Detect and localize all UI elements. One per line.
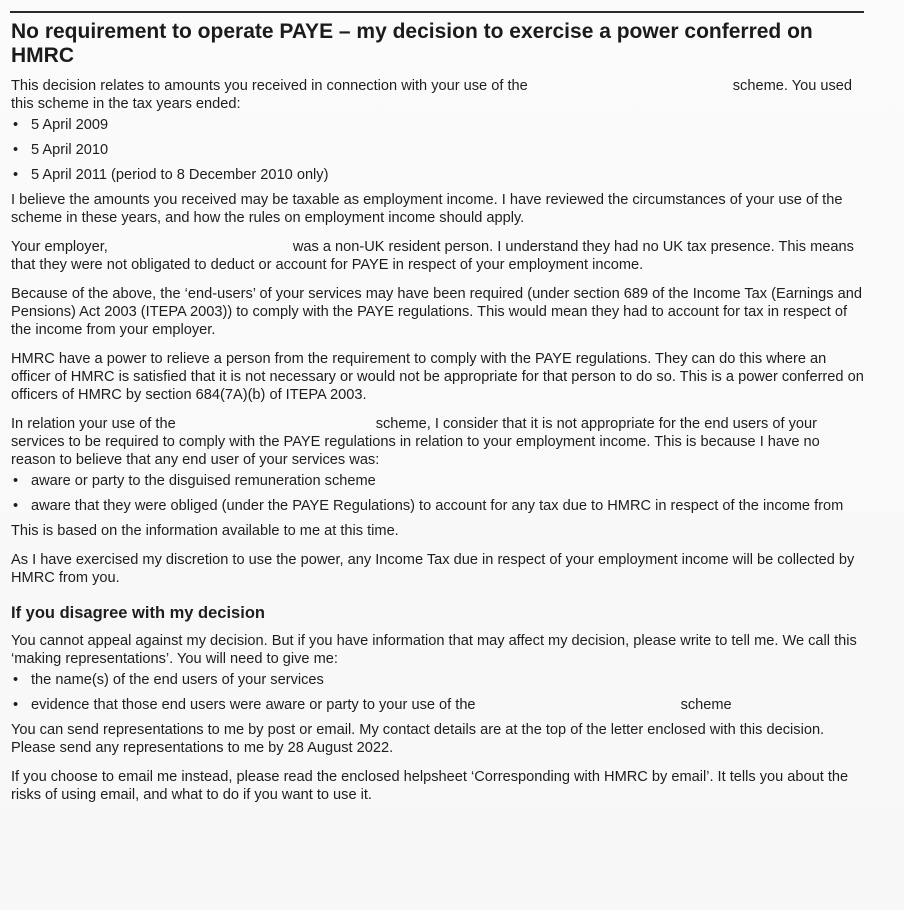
give-me-list (11, 671, 866, 714)
page-title: No requirement to operate PAYE – my decision to exercise a power conferred on HMRC (11, 20, 813, 67)
employer-paragraph (11, 238, 866, 274)
list-item (11, 141, 866, 159)
relation-text-part1: In relation your use of the (11, 416, 176, 432)
bullet-icon: • (13, 672, 19, 688)
bullet-icon: • (13, 142, 19, 158)
tax-year-3: 5 April 2011 (period to 8 December 2010 only) (31, 167, 329, 183)
bullet-icon: • (13, 473, 19, 489)
intro-text-part2: scheme. You used this scheme in the tax years ended: (11, 78, 853, 112)
appeal-paragraph: You cannot appeal against my decision. But if you have information that may affect my decision, please write to tell me. We call this ‘making representations’. You will need to give me: (11, 633, 857, 667)
give-me-item-2-part1: evidence that those end users were aware or party to your use of the (31, 697, 476, 713)
reasons-list (11, 472, 866, 515)
give-me-item-2-part2: scheme (680, 697, 732, 713)
tax-years-list (11, 116, 866, 184)
believe-paragraph: I believe the amounts you received may be taxable as employment income. I have reviewed the circumstances of your use of the scheme in these years, and how the rules on employment income should apply. (11, 192, 843, 226)
bullet-icon: • (13, 167, 19, 183)
bullet-icon: • (13, 697, 19, 713)
disagree-heading: If you disagree with my decision (11, 604, 265, 622)
list-item (11, 116, 866, 134)
email-paragraph: If you choose to email me instead, please read the enclosed helpsheet ‘Corresponding with HMRC by email’. It tells you about the risks of using email, and what to do if you want to use it. (11, 769, 849, 803)
employer-text-part2: was a non-UK resident person. I understand they had no UK tax presence. This means that they were not obligated to deduct or account for PAYE in respect of your employment income. (11, 239, 854, 273)
send-paragraph: You can send representations to me by post or email. My contact details are at the top of the letter enclosed with this decision. Please send any representations to me by 28 August 2022. (11, 722, 825, 756)
list-item (11, 671, 866, 689)
list-item (11, 696, 866, 714)
intro-paragraph (11, 77, 866, 113)
give-me-item-1: the name(s) of the end users of your services (31, 672, 324, 688)
exercised-paragraph: As I have exercised my discretion to use the power, any Income Tax due in respect of your employment income will be collected by HMRC from you. (11, 552, 855, 586)
power-paragraph: HMRC have a power to relieve a person from the requirement to comply with the PAYE regulations. They can do this where an officer of HMRC is satisfied that it is not necessary or would not be appropriate for that person to do so. This is a power conferred on officers of HMRC by section 684(7A)(b) of ITEPA 2003. (11, 351, 864, 403)
list-item (11, 166, 866, 184)
tax-year-2: 5 April 2010 (31, 142, 109, 158)
relation-paragraph (11, 415, 866, 469)
relation-text-part2: scheme, I consider that it is not appropriate for the end users of your services to be required to comply with the PAYE regulations in relation to your employment income. This is because I have no reason to believe that any end user of your services was: (11, 416, 820, 468)
tax-year-1: 5 April 2009 (31, 117, 109, 133)
bullet-icon: • (13, 117, 19, 133)
based-paragraph: This is based on the information available to me at this time. (11, 523, 399, 539)
reason-1: aware or party to the disguised remuneration scheme (31, 473, 376, 489)
reason-2: aware that they were obliged (under the PAYE Regulations) to account for any tax due to HMRC in respect of the income from (31, 498, 844, 514)
bullet-icon: • (13, 498, 19, 514)
top-rule (10, 11, 864, 13)
employer-text-part1: Your employer, (11, 239, 108, 255)
letter-content (11, 20, 866, 815)
list-item (11, 472, 866, 490)
because-paragraph: Because of the above, the ‘end-users’ of your services may have been required (under section 689 of the Income Tax (Earnings and Pensions) Act 2003 (ITEPA 2003)) to comply with the PAYE regulations. This would mean they had to account for tax in respect of the income from your employer. (11, 286, 862, 338)
list-item (11, 497, 866, 515)
intro-text-part1: This decision relates to amounts you received in connection with your use of the (11, 78, 528, 94)
